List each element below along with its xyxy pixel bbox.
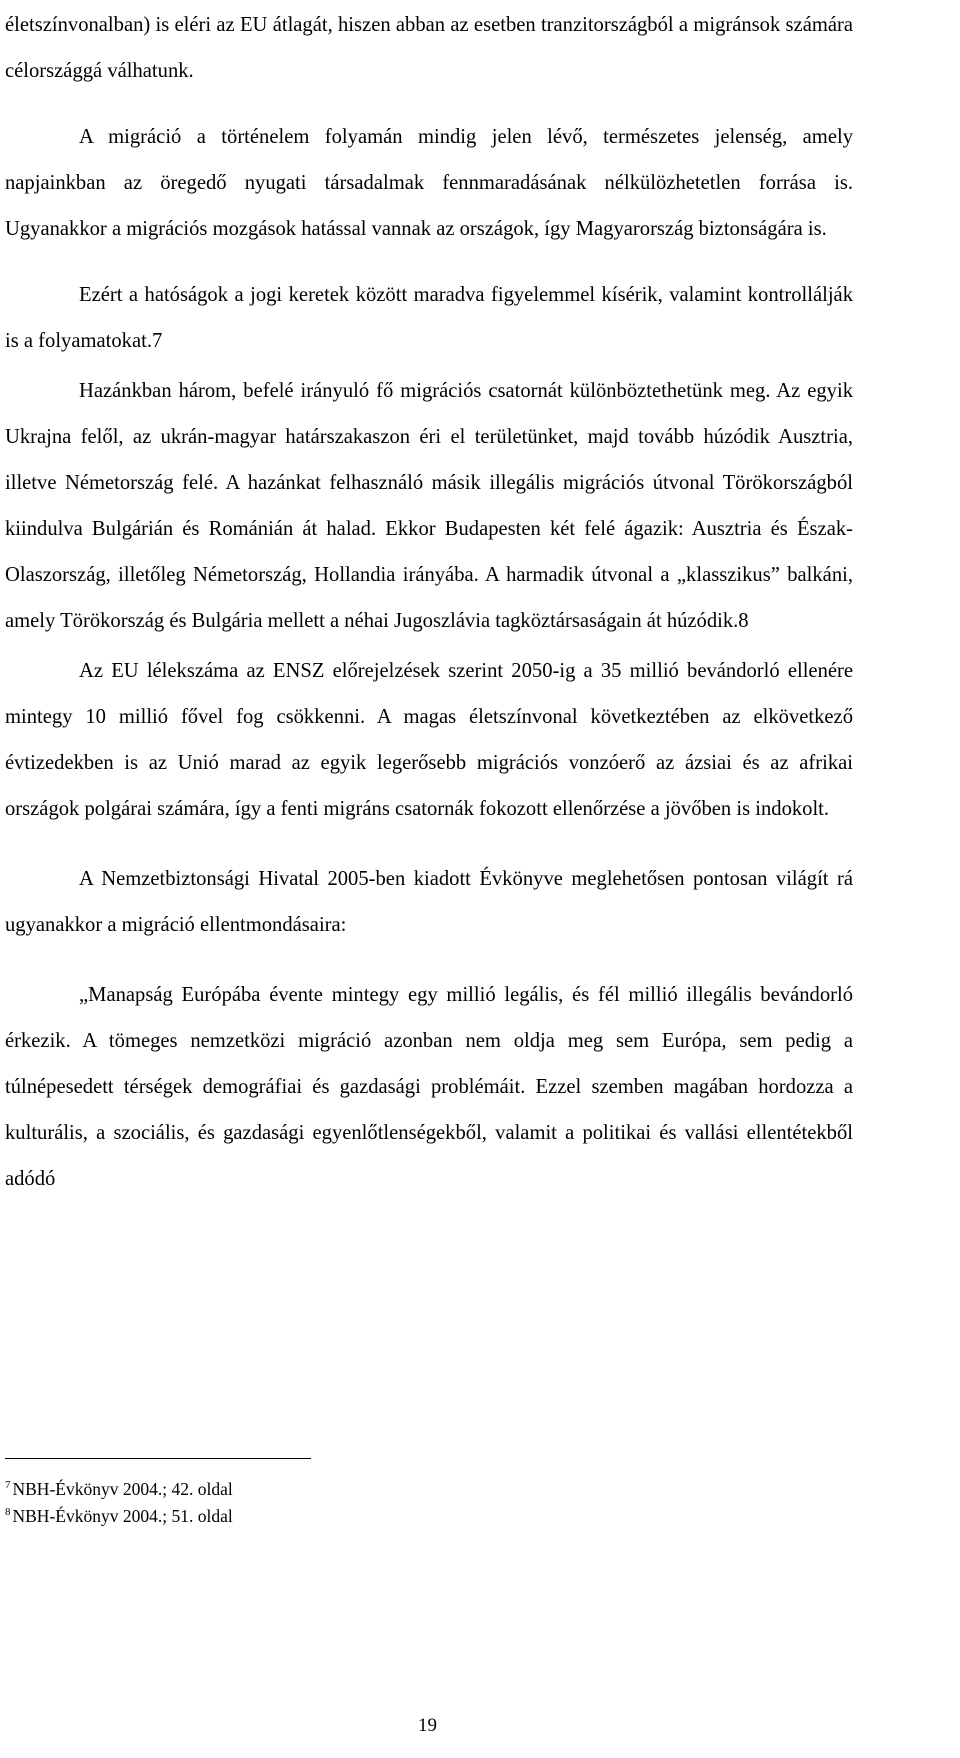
- paragraph-4: Hazánkban három, befelé irányuló fő migrációs csatornát különböztethetünk meg. Az egyik Ukrajna felől, az ukrán-magyar határszakaszon éri el területünket, majd tovább húzódik Ausztria, illetve Németország felé. A hazánkat felhasználó másik illegális migrációs útvonal Törökországból kiindulva Bulgárián és Románián át halad. Ekkor Budapesten két felé ágazik: Ausztria és Észak-Olaszország, illetőleg Németország, Hollandia irányába. A harmadik útvonal a „klasszikus” balkáni, amely Törökország és Bulgária mellett a néhai Jugoszlávia tagköztársaságain át húzódik.8: [5, 380, 853, 632]
- paragraph-2: A migráció a történelem folyamán mindig jelen lévő, természetes jelenség, amely napjainkban az öregedő nyugati társadalmak fennmaradásának nélkülözhetetlen forrása is. Ugyanakkor a migrációs mozgások hatással vannak az országok, így Magyarország biztonságára is.: [5, 126, 853, 240]
- footnote-number: 7: [5, 1479, 11, 1491]
- paragraph-1: életszínvonalban) is eléri az EU átlagát, hiszen abban az esetben tranzitországból a migránsok számára célországgá válhatunk.: [5, 14, 853, 82]
- paragraph-3: Ezért a hatóságok a jogi keretek között maradva figyelemmel kísérik, valamint kontrollálják is a folyamatokat.7: [5, 284, 853, 352]
- body-text: [5, 2, 853, 1226]
- footnote-separator: [5, 1458, 311, 1459]
- footnotes: [5, 1476, 705, 1530]
- footnote-number: 8: [5, 1506, 11, 1518]
- paragraph-6: A Nemzetbiztonsági Hivatal 2005-ben kiadott Évkönyve meglehetősen pontosan világít rá ugyanakkor a migráció ellentmondásaira:: [5, 868, 853, 936]
- paragraph-7-quote: „Manapság Európába évente mintegy egy millió legális, és fél millió illegális bevándorló érkezik. A tömeges nemzetközi migráció azonban nem oldja meg sem Európa, sem pedig a túlnépesedett térségek demográfiai és gazdasági problémáit. Ezzel szemben magában hordozza a kulturális, a szociális, és gazdasági egyenlőtlenségekből, valamit a politikai és vallási ellentétekből adódó: [5, 984, 853, 1190]
- paragraph-5: Az EU lélekszáma az ENSZ előrejelzések szerint 2050-ig a 35 millió bevándorló ellenére mintegy 10 millió fővel fog csökkenni. A magas életszínvonal következtében az elkövetkező évtizedekben is az Unió marad az egyik legerősebb migrációs vonzóerő az ázsiai és az afrikai országok polgárai számára, így a fenti migráns csatornák fokozott ellenőrzése a jövőben is indokolt.: [5, 660, 853, 820]
- footnote-8: [5, 1503, 705, 1530]
- footnote-text: NBH-Évkönyv 2004.; 42. oldal: [12, 1479, 233, 1499]
- footnote-text: NBH-Évkönyv 2004.; 51. oldal: [12, 1506, 233, 1526]
- page-number: 19: [418, 1715, 437, 1736]
- footnote-7: [5, 1476, 705, 1503]
